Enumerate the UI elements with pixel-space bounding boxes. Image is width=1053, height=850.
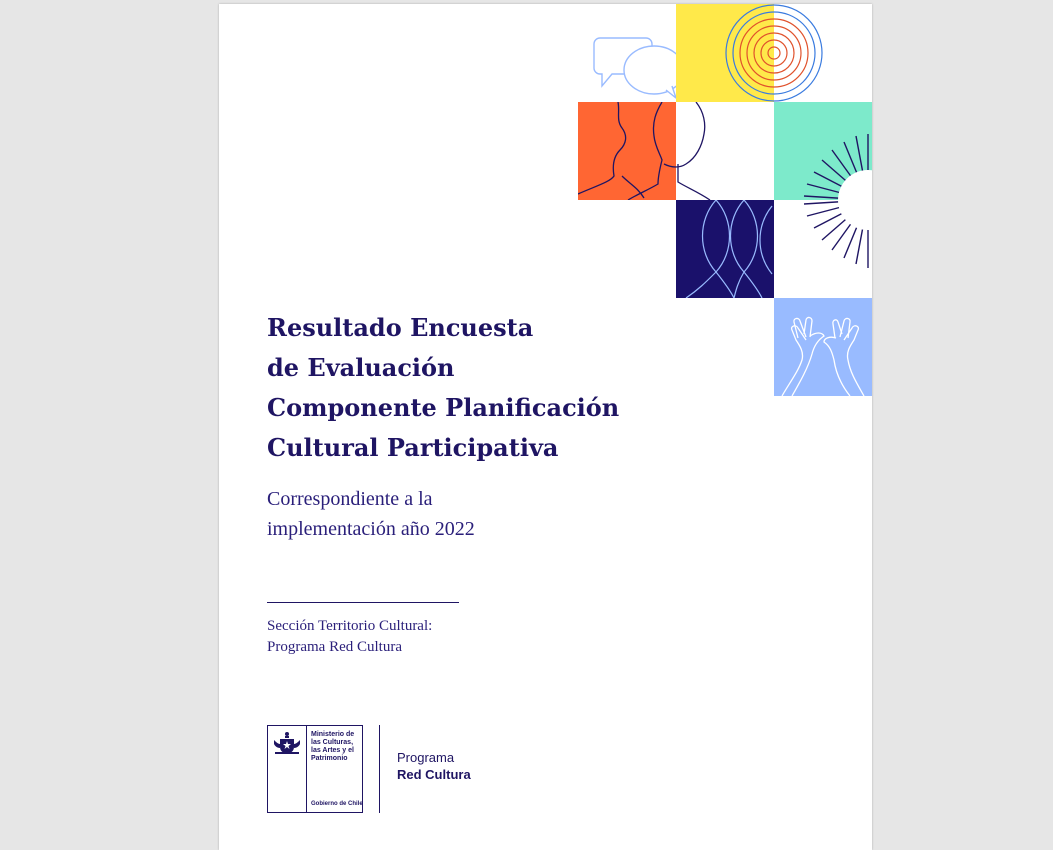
section-divider (267, 602, 459, 603)
ministry-line: Ministerio de (311, 731, 355, 738)
document-subtitle (267, 484, 475, 544)
program-name: Red Cultura (397, 767, 471, 782)
title-line: de Evaluación (267, 353, 455, 382)
leaves-icon (676, 200, 774, 298)
concentric-circles-icon (676, 4, 774, 102)
section-line: Sección Territorio Cultural: (267, 618, 433, 634)
government-label: Gobierno de Chile (311, 801, 363, 807)
speech-bubbles-tile (578, 4, 676, 102)
document-title (267, 308, 619, 468)
sunburst-tile (774, 102, 872, 298)
logo-divider (306, 726, 307, 812)
document-page (219, 4, 872, 850)
subtitle-line: Correspondiente a la (267, 488, 433, 510)
program-line: Programa (397, 750, 455, 765)
ministry-line: las Culturas, (311, 739, 354, 746)
section-label (267, 616, 432, 658)
subtitle-line: implementación año 2022 (267, 518, 475, 540)
title-line: Cultural Participativa (267, 433, 559, 462)
sunburst-icon (774, 102, 872, 298)
logo-separator (379, 725, 380, 813)
ministry-line: Patrimonio (311, 755, 348, 762)
concentric-circles-tile (676, 4, 774, 102)
program-logo (397, 749, 471, 783)
ministry-logo (267, 725, 363, 813)
two-profiles-tile (578, 102, 774, 200)
leaves-tile (676, 200, 774, 298)
chile-crest-icon (272, 730, 302, 756)
ministry-name (311, 731, 354, 763)
two-profiles-icon (578, 102, 774, 200)
section-line: Programa Red Cultura (267, 639, 402, 655)
ministry-line: las Artes y el (311, 747, 354, 754)
speech-bubbles-icon (578, 4, 676, 102)
title-line: Resultado Encuesta (267, 313, 534, 342)
hands-tile (774, 298, 872, 396)
hands-icon (774, 298, 872, 396)
title-line: Componente Planificación (267, 393, 620, 422)
